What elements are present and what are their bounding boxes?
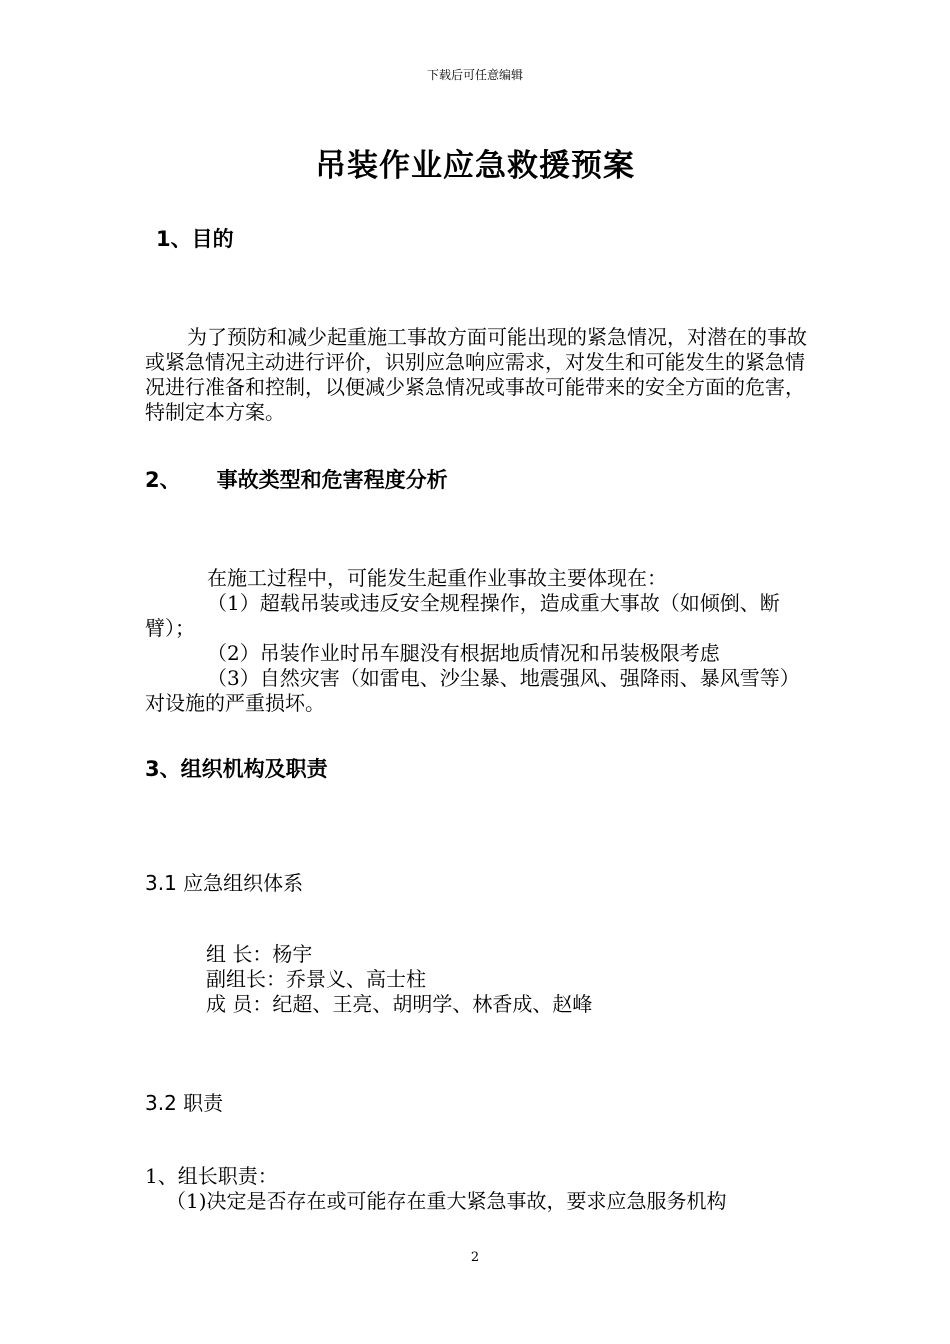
org-members: 成 员：纪超、王亮、胡明学、林香成、赵峰 <box>206 992 593 1016</box>
org-leader: 组 长：杨宇 <box>206 942 313 966</box>
section-3-1-heading: 3.1 应急组织体系 <box>145 871 304 895</box>
section-2-list <box>145 566 815 716</box>
section-3-2-heading: 3.2 职责 <box>145 1091 224 1115</box>
section-2-intro: 在施工过程中，可能发生起重作业事故主要体现在： <box>207 566 667 590</box>
duty-title: 1、组长职责： <box>145 1164 278 1188</box>
section-2-number: 2、 <box>145 468 181 492</box>
section-2-title: 事故类型和危害程度分析 <box>216 468 448 492</box>
section-1-heading <box>156 223 234 253</box>
section-3-heading: 3、组织机构及职责 <box>145 757 328 781</box>
document-title: 吊装作业应急救援预案 <box>315 148 635 184</box>
section-1-number: 1、 <box>156 227 192 251</box>
duty-item-1: （1)决定是否存在或可能存在重大紧急事故，要求应急服务机构 <box>166 1189 727 1213</box>
section-1-paragraph <box>145 325 815 425</box>
section-2-item-1: （1）超载吊装或违反安全规程操作，造成重大事故（如倾倒、断臂）； <box>145 591 780 640</box>
page-header: 下载后可任意编辑 <box>426 68 523 82</box>
org-deputy: 副组长：乔景义、高士柱 <box>206 967 426 991</box>
section-1-title: 目的 <box>191 227 234 251</box>
section-2-item-2: （2）吊装作业时吊车腿没有根据地质情况和吊装极限考虑 <box>207 641 720 665</box>
page-number: 2 <box>470 1250 480 1265</box>
section-1-text: 为了预防和减少起重施工事故方面可能出现的紧急情况，对潜在的事故或紧急情况主动进行评价，识别应急响应需求，对发生和可能发生的紧急情况进行准备和控制，以便减少紧急情况或事故可能带来的安全方面的危害，特制定本方案。 <box>145 325 807 424</box>
section-2-heading <box>145 464 448 494</box>
section-2-item-3: （3）自然灾害（如雷电、沙尘暴、地震强风、强降雨、暴风雪等）对设施的严重损坏。 <box>145 666 800 715</box>
